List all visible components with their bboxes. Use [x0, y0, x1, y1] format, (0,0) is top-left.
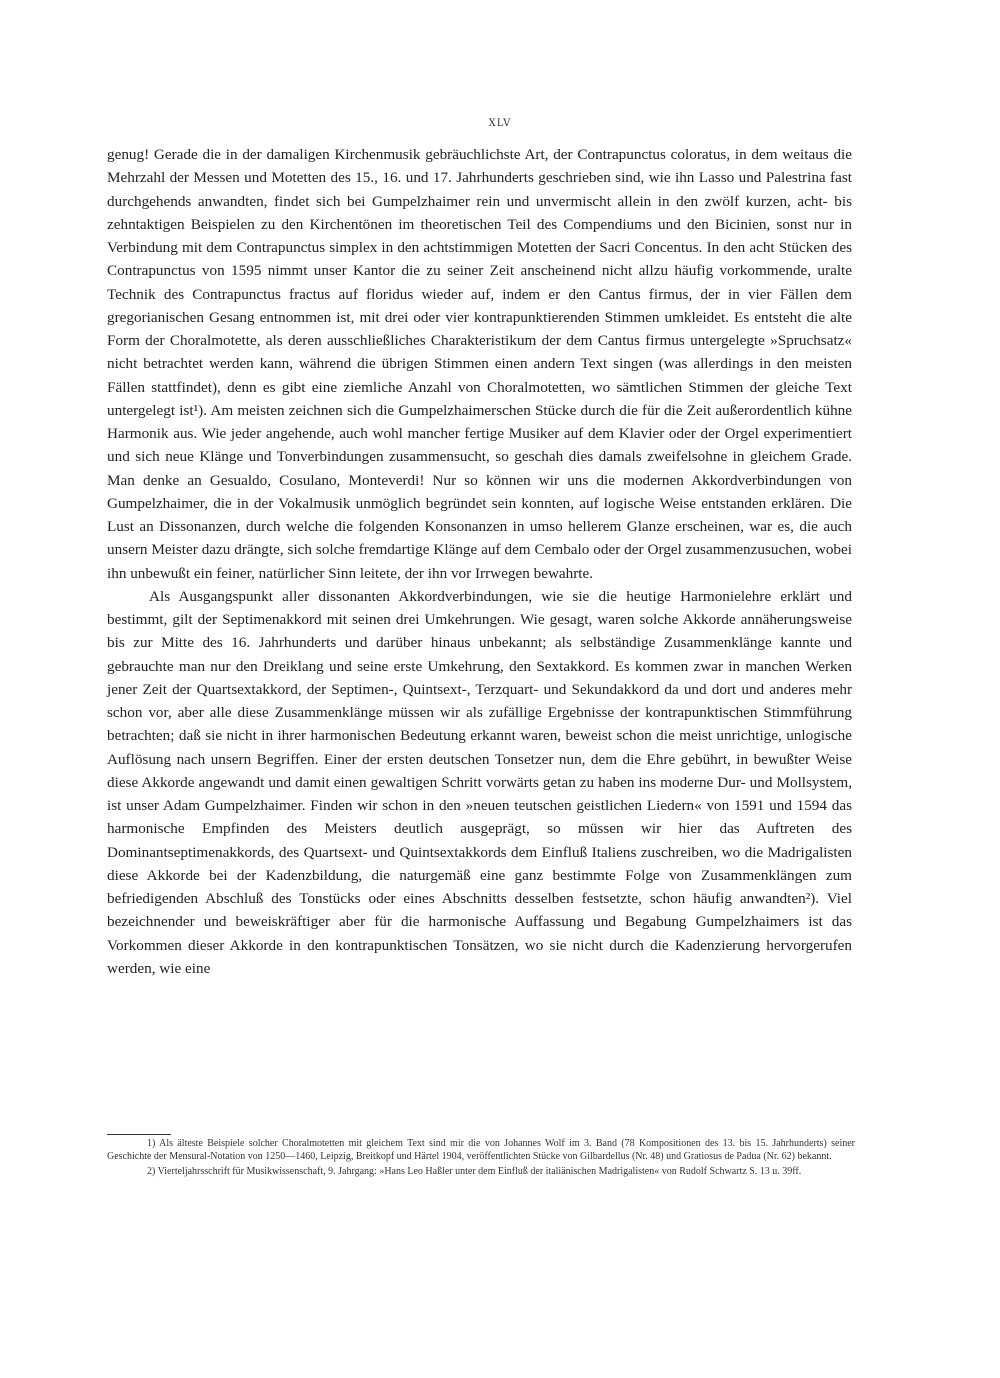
paragraph-1: genug! Gerade die in der damaligen Kirchenmusik gebräuchlichste Art, der Contrapunctus coloratus, in dem weitaus die Mehrzahl der Messen und Motetten des 15., 16. und 17. Jahrhunderts geschrieben sind, wie ihn Lasso und Palestrina fast durchgehends anwandten, findet sich bei Gumpelzhaimer rein und unvermischt allein in den zwölf kurzen, acht- bis zehntaktigen Beispielen zu den Kirchentönen im theoretischen Teil des Compendiums und den Bicinien, sonst nur in Verbindung mit dem Contrapunctus simplex in den achtstimmigen Motetten der Sacri Concentus. In den acht Stücken des Contrapunctus von 1595 nimmt unser Kantor die zu seiner Zeit anscheinend nicht allzu häufig vorkommende, uralte Technik des Contrapunctus fractus auf floridus wieder auf, indem er den Cantus firmus, der in vier Fällen dem gregorianischen Gesang entnommen ist, mit drei oder vier kontrapunktierenden Stimmen umkleidet. Es entsteht die alte Form der Choralmotette, als deren ausschließliches Charakteristikum der dem Cantus firmus untergelegte »Spruchsatz« nicht betrachtet werden kann, während die übrigen Stimmen einen andern Text singen (was allerdings in den meisten Fällen stattfindet), denn es gibt eine ziemliche Anzahl von Choralmotetten, wo sämtlichen Stimmen der gleiche Text untergelegt ist¹). Am meisten zeichnen sich die Gumpelzhaimerschen Stücke durch die für die Zeit außerordentlich kühne Harmonik aus. Wie jeder angehende, auch wohl mancher fertige Musiker auf dem Klavier oder der Orgel experimentiert und sich neue Klänge und Tonverbindungen zusammensucht, so geschah dies damals zweifelsohne in gleichem Grade. Man denke an Gesualdo, Cosulano, Monteverdi! Nur so können wir uns die modernen Akkordverbindungen von Gumpelzhaimer, die in der Vokalmusik unmöglich begründet sein konnten, auf logische Weise entstanden erklären. Die Lust an Dissonanzen, durch welche die folgenden Konsonanzen in umso hellerem Glanze erscheinen, war es, die auch unsern Meister dazu drängte, sich solche fremdartige Klänge auf dem Cembalo oder der Orgel zusammenzusuchen, wobei ihn unbewußt ein feiner, natürlicher Sinn leitete, der ihn vor Irrwegen bewahrte. [107, 146, 852, 582]
footnotes [107, 1137, 855, 1179]
footnote-2: 2) Vierteljahrsschrift für Musikwissenschaft, 9. Jahrgang: »Hans Leo Haßler unter dem Einfluß der italiänischen Madrigalisten« von Rudolf Schwartz S. 13 u. 39ff. [147, 1165, 802, 1177]
footnote-1: 1) Als älteste Beispiele solcher Choralmotetten mit gleichem Text sind mir die von Johannes Wolf im 3. Band (78 Kompositionen des 13. bis 15. Jahrhunderts) seiner Geschichte der Mensural-Notation von 1250—1460, Leipzig, Breitkopf und Härtel 1904, veröffentlichten Stücke von Gilbardellus (Nr. 48) und Gratiosus de Padua (Nr. 62) bekannt. [107, 1138, 855, 1163]
page-number: XLV [488, 118, 512, 129]
body-text [107, 143, 852, 980]
paragraph-2: Als Ausgangspunkt aller dissonanten Akkordverbindungen, wie sie die heutige Harmonielehre erklärt und bestimmt, gilt der Septimenakkord mit seinen drei Umkehrungen. Wie gesagt, waren solche Akkorde annäherungsweise bis zur Mitte des 16. Jahrhunderts und darüber hinaus unbekannt; als selbständige Zusammenklänge kannte und gebrauchte man nur den Dreiklang und seine erste Umkehrung, den Sextakkord. Es kommen zwar in manchen Werken jener Zeit der Quartsextakkord, der Septimen-, Quintsext-, Terzquart- und Sekundakkord da und dort und anderes mehr schon vor, aber alle diese Zusammenklänge müssen wir als zufällige Ergebnisse der kontrapunktischen Stimmführung betrachten; daß sie nicht in ihrer harmonischen Bedeutung erkannt waren, beweist schon die meist unrichtige, unlogische Auflösung nach unsern Begriffen. Einer der ersten deutschen Tonsetzer nun, dem die Ehre gebührt, in bewußter Weise diese Akkorde angewandt und damit einen gewaltigen Schritt vorwärts getan zu haben ins moderne Dur- und Mollsystem, ist unser Adam Gumpelzhaimer. Finden wir schon in den »neuen teutschen geistlichen Liedern« von 1591 und 1594 das harmonische Empfinden des Meisters deutlich ausgeprägt, so müssen wir hier das Auftreten des Dominantseptimenakkords, des Quartsext- und Quintsextakkords dem Einfluß Italiens zuschreiben, wo die Madrigalisten diese Akkorde bei der Kadenzbildung, die naturgemäß eine ganz bestimmte Folge von Zusammenklängen zum befriedigenden Abschluß des Tonstücks oder eines Abschnitts desselben festsetzte, schon häufig anwandten²). Viel bezeichnender und beweiskräftiger aber für die harmonische Auffassung und Begabung Gumpelzhaimers ist das Vorkommen dieser Akkorde in den kontrapunktischen Tonsätzen, wo sie nicht durch die Kadenzierung hervorgerufen werden, wie eine [107, 587, 852, 977]
footnote-divider [107, 1134, 171, 1135]
